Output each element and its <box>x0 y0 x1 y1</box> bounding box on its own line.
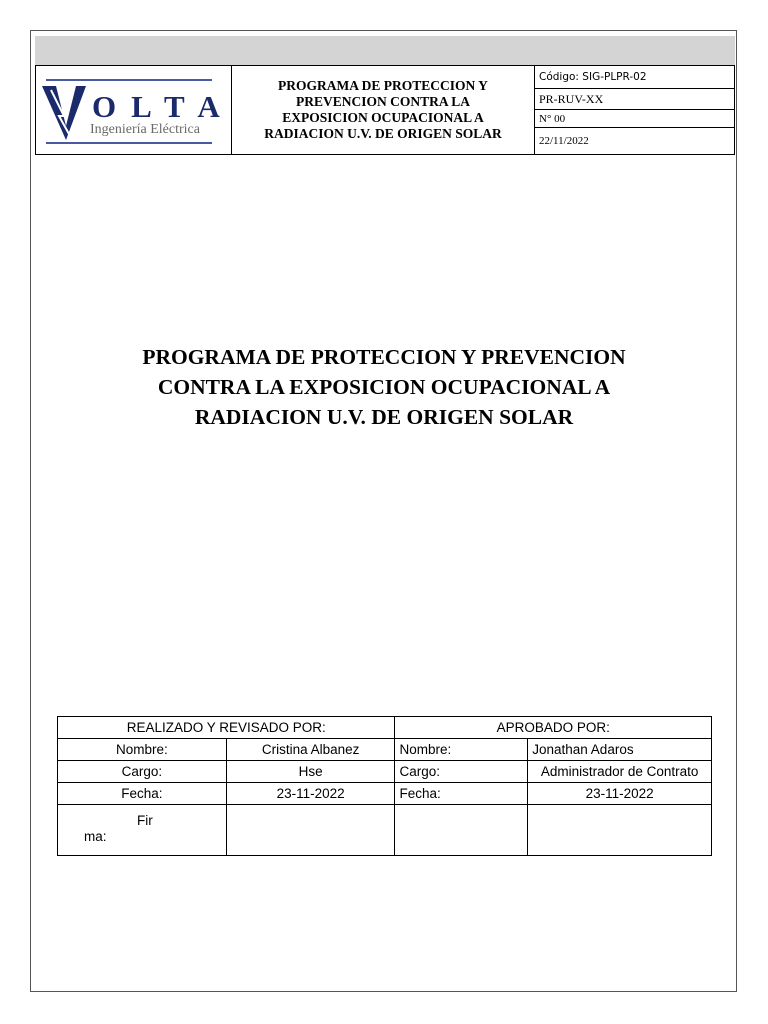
approver-name: Jonathan Adaros <box>528 739 712 761</box>
title-line: PROGRAMA DE PROTECCION Y PREVENCION <box>142 345 626 369</box>
approval-table <box>57 716 712 856</box>
signature-label-part: ma: <box>84 829 107 844</box>
document-metadata <box>535 66 734 154</box>
logo-v-icon <box>42 82 86 142</box>
approval-header-row <box>58 717 712 739</box>
table-row <box>58 783 712 805</box>
approver-signature-field <box>528 805 712 856</box>
name-label: Nombre: <box>58 739 227 761</box>
title-line: CONTRA LA EXPOSICION OCUPACIONAL A <box>157 375 611 399</box>
header-title-line: EXPOSICION OCUPACIONAL A <box>282 110 484 125</box>
prepared-by-header: REALIZADO Y REVISADO POR: <box>58 717 395 739</box>
signature-label-part: Fir <box>137 813 153 828</box>
header-band <box>35 36 735 65</box>
document-header <box>35 65 735 155</box>
signature-row <box>58 805 712 856</box>
signature-label <box>58 805 227 856</box>
date-label: Fecha: <box>395 783 528 805</box>
prepared-name: Cristina Albanez <box>226 739 395 761</box>
name-label: Nombre: <box>395 739 528 761</box>
table-row <box>58 761 712 783</box>
approver-position: Administrador de Contrato <box>528 761 712 783</box>
table-row <box>58 739 712 761</box>
header-title-line: RADIACION U.V. DE ORIGEN SOLAR <box>264 126 502 141</box>
date-label: Fecha: <box>58 783 227 805</box>
logo-subtitle: Ingeniería Eléctrica <box>90 122 200 137</box>
approved-by-header: APROBADO POR: <box>395 717 712 739</box>
approver-date: 23-11-2022 <box>528 783 712 805</box>
position-label: Cargo: <box>58 761 227 783</box>
logo-rule-top <box>46 79 212 81</box>
approver-signature-label-cell <box>395 805 528 856</box>
title-line: RADIACION U.V. DE ORIGEN SOLAR <box>194 405 574 429</box>
document-date: 22/11/2022 <box>539 135 589 147</box>
logo-rule-bottom <box>46 142 212 144</box>
position-label: Cargo: <box>395 761 528 783</box>
prepared-signature-field <box>226 805 395 856</box>
document-number: N° 00 <box>535 110 734 128</box>
header-title-line: PREVENCION CONTRA LA <box>295 94 470 109</box>
document-reference: PR-RUV-XX <box>535 89 734 110</box>
logo-wordmark: OLTA <box>92 89 235 124</box>
prepared-position: Hse <box>226 761 395 783</box>
page-title <box>60 342 708 432</box>
header-title-line: PROGRAMA DE PROTECCION Y <box>278 78 488 93</box>
company-logo <box>36 66 235 154</box>
header-title <box>232 66 535 154</box>
document-code: Código: SIG-PLPR-02 <box>535 66 734 89</box>
prepared-date: 23-11-2022 <box>226 783 395 805</box>
